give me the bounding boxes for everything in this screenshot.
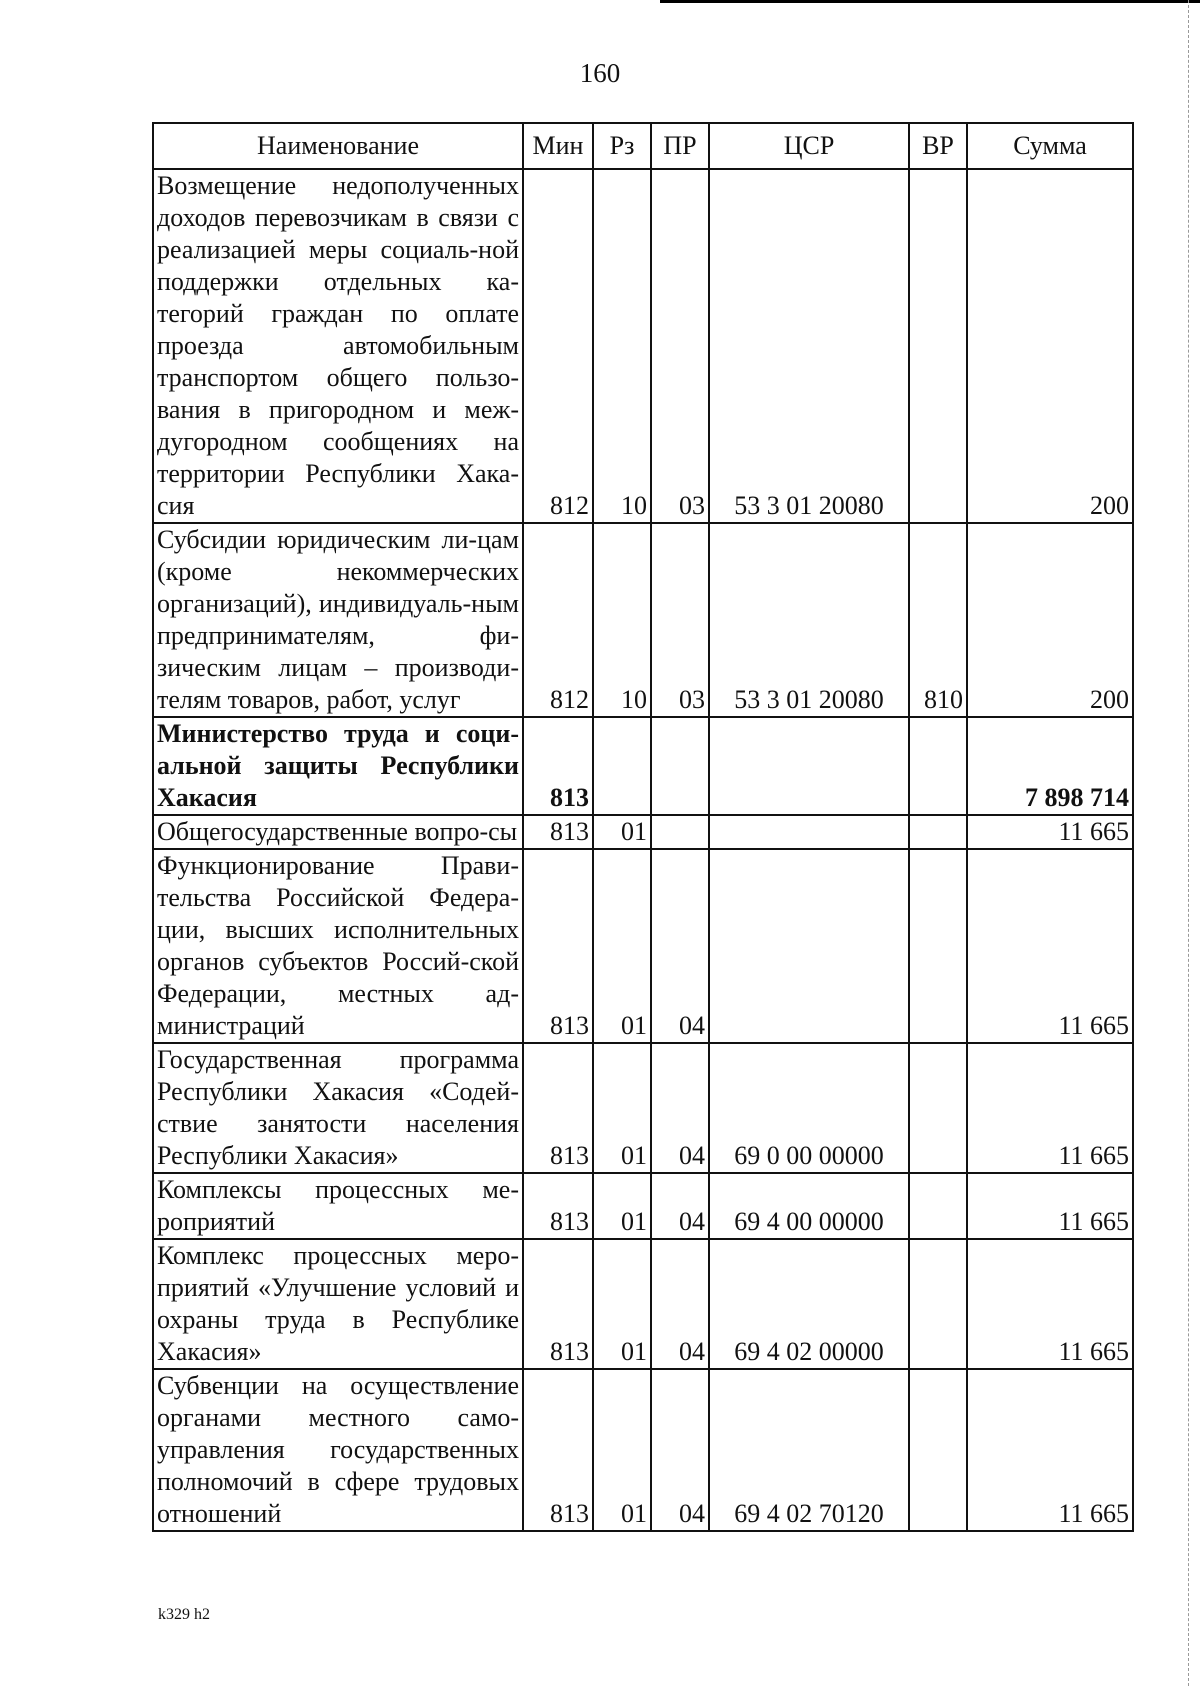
cell-rz: 01 [593, 1369, 651, 1531]
cell-vr [909, 1173, 967, 1239]
cell-rz: 01 [593, 1043, 651, 1173]
cell-sum: 11 665 [967, 815, 1133, 849]
cell-csr: 53 3 01 20080 [709, 523, 909, 717]
cell-csr: 69 0 00 00000 [709, 1043, 909, 1173]
cell-vr [909, 1043, 967, 1173]
header-vr: ВР [909, 123, 967, 169]
cell-csr: 69 4 02 70120 [709, 1369, 909, 1531]
budget-table [152, 122, 1134, 1532]
cell-name: Комплексы процессных ме-роприятий [153, 1173, 523, 1239]
cell-pr: 04 [651, 1369, 709, 1531]
table-row [153, 1369, 1133, 1531]
page-number: 160 [579, 58, 621, 88]
cell-min: 813 [523, 1043, 593, 1173]
cell-rz: 01 [593, 1173, 651, 1239]
cell-pr: 04 [651, 849, 709, 1043]
table-row [153, 169, 1133, 523]
cell-sum: 11 665 [967, 849, 1133, 1043]
cell-min: 812 [523, 523, 593, 717]
cell-pr: 04 [651, 1173, 709, 1239]
cell-name: Возмещение недополученных доходов перевозчикам в связи с реализацией меры социаль-ной поддержки отдельных ка-тегорий граждан по оплате проезда автомобильным транспортом общего пользо-вания в пригородном и меж-дугородном сообщениях на территории Республики Хака-сия [153, 169, 523, 523]
cell-csr: 53 3 01 20080 [709, 169, 909, 523]
cell-rz: 01 [593, 1239, 651, 1369]
cell-min: 813 [523, 815, 593, 849]
cell-csr [709, 815, 909, 849]
scan-edge-right [1188, 0, 1190, 1686]
table-header-row [153, 123, 1133, 169]
table-row [153, 1043, 1133, 1173]
header-name: Наименование [153, 123, 523, 169]
cell-vr [909, 717, 967, 815]
cell-min: 813 [523, 1173, 593, 1239]
cell-pr: 03 [651, 523, 709, 717]
header-sum: Сумма [967, 123, 1133, 169]
cell-rz: 10 [593, 523, 651, 717]
cell-pr [651, 717, 709, 815]
cell-sum: 7 898 714 [967, 717, 1133, 815]
cell-csr: 69 4 02 00000 [709, 1239, 909, 1369]
table-row [153, 849, 1133, 1043]
cell-sum: 11 665 [967, 1043, 1133, 1173]
cell-min: 813 [523, 1369, 593, 1531]
cell-min: 812 [523, 169, 593, 523]
cell-name: Субсидии юридическим ли-цам (кроме некоммерческих организаций), индивидуаль-ным предпринимателям, фи-зическим лицам – производи-телям товаров, работ, услуг [153, 523, 523, 717]
cell-rz: 01 [593, 849, 651, 1043]
table-row [153, 1239, 1133, 1369]
cell-name: Комплекс процессных меро-приятий «Улучшение условий и охраны труда в Республике Хакасия» [153, 1239, 523, 1369]
cell-name: Субвенции на осуществление органами местного само-управления государственных полномочий в сфере трудовых отношений [153, 1369, 523, 1531]
cell-csr: 69 4 00 00000 [709, 1173, 909, 1239]
cell-sum: 200 [967, 169, 1133, 523]
footer-document-code: k329 h2 [158, 1606, 210, 1623]
cell-vr: 810 [909, 523, 967, 717]
cell-name: Функционирование Прави-тельства Российской Федера-ции, высших исполнительных органов субъектов Россий-ской Федерации, местных ад-министраций [153, 849, 523, 1043]
cell-min: 813 [523, 849, 593, 1043]
scan-edge-top [660, 0, 1200, 3]
cell-pr [651, 815, 709, 849]
cell-vr [909, 169, 967, 523]
cell-sum: 200 [967, 523, 1133, 717]
cell-min: 813 [523, 717, 593, 815]
header-pr: ПР [651, 123, 709, 169]
cell-rz: 10 [593, 169, 651, 523]
cell-vr [909, 849, 967, 1043]
table-row [153, 523, 1133, 717]
cell-csr [709, 717, 909, 815]
cell-csr [709, 849, 909, 1043]
cell-rz [593, 717, 651, 815]
header-csr: ЦСР [709, 123, 909, 169]
cell-pr: 04 [651, 1239, 709, 1369]
cell-vr [909, 815, 967, 849]
header-rz: Рз [593, 123, 651, 169]
cell-pr: 03 [651, 169, 709, 523]
cell-sum: 11 665 [967, 1239, 1133, 1369]
cell-vr [909, 1239, 967, 1369]
cell-pr: 04 [651, 1043, 709, 1173]
cell-rz: 01 [593, 815, 651, 849]
cell-name: Государственная программа Республики Хакасия «Содей-ствие занятости населения Республики Хакасия» [153, 1043, 523, 1173]
header-min: Мин [523, 123, 593, 169]
cell-min: 813 [523, 1239, 593, 1369]
cell-sum: 11 665 [967, 1173, 1133, 1239]
table-row [153, 1173, 1133, 1239]
cell-name: Общегосударственные вопро-сы [153, 815, 523, 849]
cell-sum: 11 665 [967, 1369, 1133, 1531]
table-row [153, 717, 1133, 815]
cell-vr [909, 1369, 967, 1531]
table-row [153, 815, 1133, 849]
cell-name: Министерство труда и соци-альной защиты Республики Хакасия [153, 717, 523, 815]
